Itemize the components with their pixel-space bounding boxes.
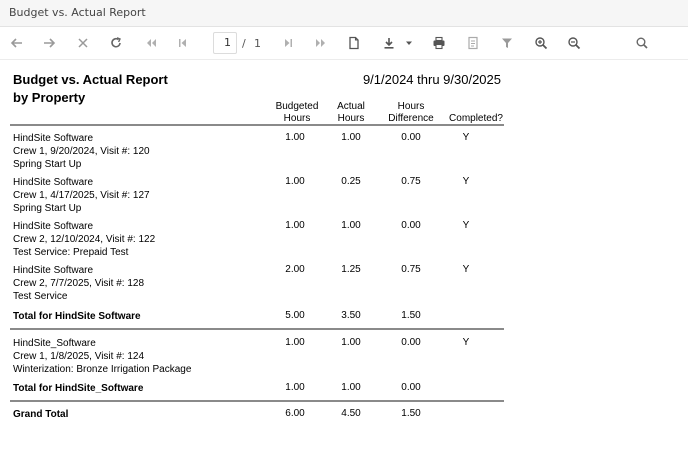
forward-icon[interactable] — [41, 35, 57, 51]
page-number-input[interactable]: 1 — [213, 32, 237, 54]
row-3-completed: Y — [462, 220, 470, 231]
group-1-total-label: Total for HindSite Software — [13, 311, 141, 322]
group-1-total-difference: 1.50 — [401, 310, 421, 321]
previous-page-icon[interactable] — [175, 35, 191, 51]
row-2-completed: Y — [462, 176, 470, 187]
row-2-difference: 0.75 — [401, 176, 421, 187]
first-page-icon[interactable] — [143, 35, 159, 51]
row-4-difference: 0.75 — [401, 264, 421, 275]
group-2-total-actual: 1.00 — [341, 382, 361, 393]
print-icon[interactable] — [431, 35, 447, 51]
row-2-property: HindSite Software — [13, 177, 94, 188]
row-3-service: Test Service: Prepaid Test — [13, 247, 129, 258]
header-divider — [10, 124, 504, 126]
header-budgeted-hours: Budgeted Hours — [275, 101, 319, 124]
row-5-property: HindSite_Software — [13, 338, 96, 349]
window-titlebar — [0, 0, 688, 27]
grand-total-difference: 1.50 — [401, 408, 421, 419]
row-1-difference: 0.00 — [401, 132, 421, 143]
group-2-total-budgeted: 1.00 — [285, 382, 305, 393]
row-5-crew: Crew 1, 1/8/2025, Visit #: 124 — [13, 351, 145, 362]
row-4-service: Test Service — [13, 291, 68, 302]
row-2-crew: Crew 1, 4/17/2025, Visit #: 127 — [13, 190, 150, 201]
group-divider-1 — [10, 328, 504, 330]
group-1-total-budgeted: 5.00 — [285, 310, 305, 321]
row-4-budgeted: 2.00 — [285, 264, 305, 275]
report-date-range: 9/1/2024 thru 9/30/2025 — [362, 72, 501, 87]
next-page-icon[interactable] — [280, 35, 296, 51]
row-2-budgeted: 1.00 — [285, 176, 305, 187]
row-1-budgeted: 1.00 — [285, 132, 305, 143]
last-page-icon[interactable] — [313, 35, 329, 51]
grand-total-budgeted: 6.00 — [285, 408, 305, 419]
chevron-down-icon[interactable] — [401, 35, 417, 51]
zoom-out-icon[interactable] — [566, 35, 582, 51]
row-4-property: HindSite Software — [13, 265, 94, 276]
window-title: Budget vs. Actual Report — [9, 6, 146, 19]
group-1-total-actual: 3.50 — [341, 310, 361, 321]
document-icon[interactable] — [346, 35, 362, 51]
search-icon[interactable] — [634, 35, 650, 51]
report-title: Budget vs. Actual Report — [13, 72, 168, 87]
row-3-actual: 1.00 — [341, 220, 361, 231]
download-icon[interactable] — [381, 35, 397, 51]
row-3-budgeted: 1.00 — [285, 220, 305, 231]
report-subtitle: by Property — [13, 90, 86, 105]
row-3-property: HindSite Software — [13, 221, 94, 232]
back-icon[interactable] — [9, 35, 25, 51]
row-3-difference: 0.00 — [401, 220, 421, 231]
header-hours-difference: Hours Difference — [388, 101, 434, 124]
refresh-icon[interactable] — [108, 35, 124, 51]
row-1-crew: Crew 1, 9/20/2024, Visit #: 120 — [13, 146, 150, 157]
row-4-completed: Y — [462, 264, 470, 275]
row-2-actual: 0.25 — [341, 176, 361, 187]
grand-total-actual: 4.50 — [341, 408, 361, 419]
filter-icon[interactable] — [499, 35, 515, 51]
page-setup-icon[interactable] — [465, 35, 481, 51]
row-4-crew: Crew 2, 7/7/2025, Visit #: 128 — [13, 278, 145, 289]
row-1-property: HindSite Software — [13, 133, 94, 144]
report-toolbar — [0, 27, 688, 60]
group-divider-2 — [10, 400, 504, 402]
zoom-in-icon[interactable] — [533, 35, 549, 51]
group-2-total-label: Total for HindSite_Software — [13, 383, 144, 394]
header-completed: Completed? — [449, 113, 503, 124]
report-page — [0, 60, 688, 468]
row-5-difference: 0.00 — [401, 337, 421, 348]
page-separator: / — [242, 37, 246, 50]
row-5-completed: Y — [462, 337, 470, 348]
row-5-actual: 1.00 — [341, 337, 361, 348]
page-total: 1 — [254, 37, 261, 50]
row-5-service: Winterization: Bronze Irrigation Package — [13, 364, 192, 375]
stop-icon[interactable] — [75, 35, 91, 51]
row-3-crew: Crew 2, 12/10/2024, Visit #: 122 — [13, 234, 156, 245]
header-actual-hours: Actual Hours — [337, 101, 365, 124]
row-1-completed: Y — [462, 132, 470, 143]
row-4-actual: 1.25 — [341, 264, 361, 275]
grand-total-label: Grand Total — [13, 409, 69, 420]
group-2-total-difference: 0.00 — [401, 382, 421, 393]
row-5-budgeted: 1.00 — [285, 337, 305, 348]
row-1-actual: 1.00 — [341, 132, 361, 143]
row-1-service: Spring Start Up — [13, 159, 82, 170]
row-2-service: Spring Start Up — [13, 203, 82, 214]
